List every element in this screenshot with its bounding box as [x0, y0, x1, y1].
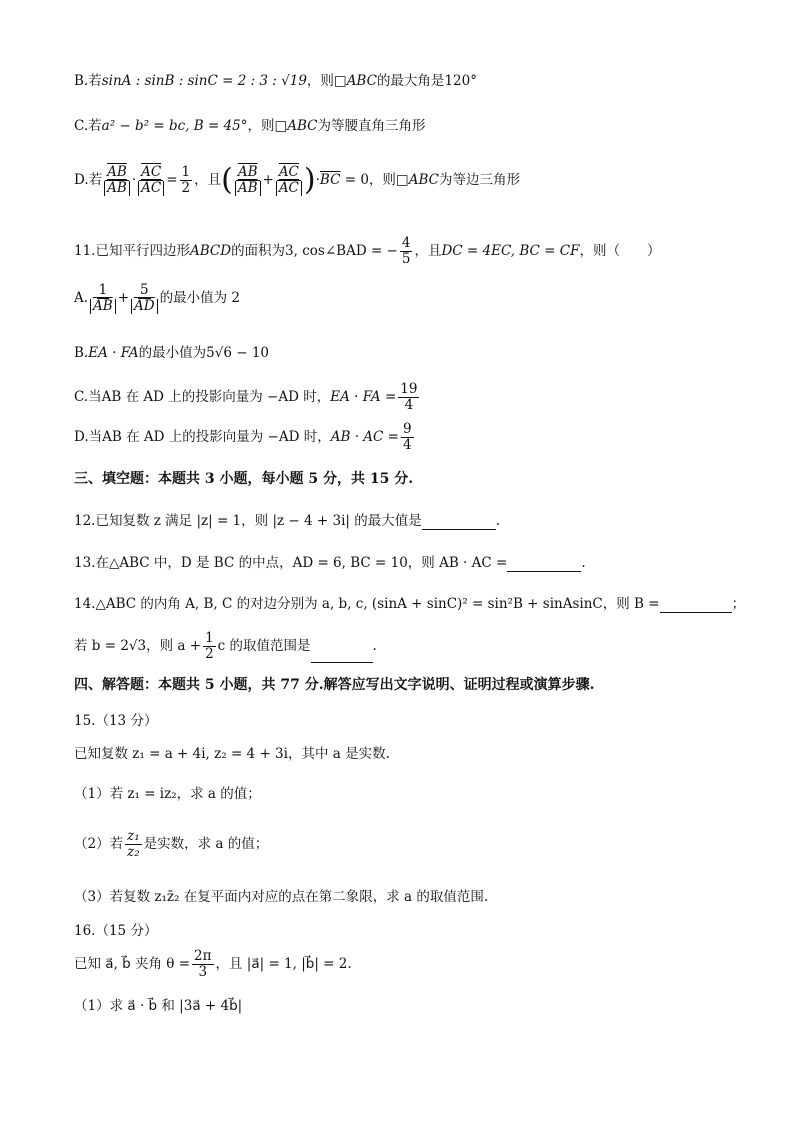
q11b-expr: EA · FA — [88, 345, 139, 361]
section-4-heading: 四、解答题：本题共 5 小题，共 77 分.解答应写出文字说明、证明过程或演算步骤. — [74, 677, 595, 693]
question-11-stem — [74, 233, 660, 269]
section-3-heading: 三、填空题：本题共 3 小题，每小题 5 分，共 15 分. — [74, 471, 414, 487]
q16-fraction: $\frac{2\pi}{3}$ — [194, 948, 212, 980]
question-15-part2: （2）若 $\frac{\text{z₁}}{\text{z₂}}$ 是实数，求 a 的值； — [74, 828, 269, 860]
question-16-stem: 已知 a⃗, b⃗ 夹角 θ = $\frac{2\pi}{3}$ ，且 |a⃗| = 1, |b⃗| = 2. — [74, 948, 352, 980]
q11d-expr: AB · AC = — [330, 429, 399, 445]
q11-fraction: $\frac{4}{5}$ — [401, 235, 411, 267]
question-16-part1: （1）求 a⃗ · b⃗ 和 |3a⃗ + 4b⃗| — [74, 998, 243, 1014]
q11-text2: 的面积为3, cos∠BAD = − — [231, 243, 398, 259]
q11-option-a: A. $\frac{1}{AB}$ + $\frac{5}{AD}$ 的最小值为 2 — [74, 282, 240, 314]
option-d-prefix: D.若 — [74, 172, 103, 188]
option-d-eq0: = 0 — [344, 172, 369, 188]
fraction-one-half: $\frac{1}{2}$ — [181, 164, 191, 196]
vector-bc: $\overline{BC}$ — [319, 172, 341, 188]
q14-fraction: $\frac{1}{2}$ — [205, 630, 214, 662]
question-12: 12.已知复数 z 满足 |z| = 1，则 |z − 4 + 3i| 的最大值是 . — [74, 513, 501, 529]
q11-text4: ，则（ ） — [579, 243, 661, 259]
option-d-triangle: ABC — [408, 172, 439, 188]
option-b-expr: sinA : sinB : sinC = 2 : 3 : √19 — [101, 73, 307, 89]
option-c-prefix: C.若 — [74, 118, 102, 134]
question-15-part1: （1）若 z₁ = iz₂，求 a 的值； — [74, 786, 261, 802]
option-c-line — [74, 117, 426, 135]
option-d-line: D.若 $\frac{\overline{AB}}{AB}$ · $\frac{\overline{AC}}{AC}$ = $\frac{1}{2}$ ，且( $\frac{\overline{AB}}{AB}$ + $\frac{\overline{AC}}{AC}$ )$\cdot\overline{BC} = 0$，则□ABC为等边三角形 — [74, 162, 520, 198]
option-d-mid: ，则□ — [368, 172, 409, 188]
q11-condition: DC = 4EC, BC = CF — [441, 243, 580, 259]
option-d-and: ，且 — [194, 172, 222, 188]
vector-ab-unit: $\frac{\overline{AB}}{AB}$ — [235, 165, 261, 196]
q11-option-c — [74, 380, 421, 414]
q15-fraction: $\frac{\text{z₁}}{\text{z₂}}$ — [127, 828, 140, 860]
q11-option-d — [74, 420, 416, 454]
option-b-triangle: ABC — [346, 73, 377, 89]
question-14-line1: 14.△ABC 的内角 A, B, C 的对边分别为 a, b, c, (sinA + sinC)² = sin²B + sinAsinC，则 B = ； — [74, 596, 746, 612]
q11d-text: AB 在 AD 上的投影向量为 −AD 时， — [102, 429, 331, 445]
q12-text: 12.已知复数 z 满足 |z| = 1，则 |z − 4 + 3i| 的最大值是 — [74, 513, 422, 529]
option-b-value: 120° — [444, 73, 477, 89]
q11a-suffix: 的最小值为 2 — [159, 290, 240, 306]
q11b-suffix: 的最小值为5√6 − 10 — [138, 345, 269, 361]
q13-answer-blank[interactable] — [507, 553, 581, 572]
q11d-prefix: D.当 — [74, 429, 103, 445]
question-13: 13.在△ABC 中，D 是 BC 的中点，AD = 6, BC = 10，则 AB · AC = . — [74, 555, 586, 571]
question-15-header: 15.（13 分） — [74, 713, 158, 729]
option-c-suffix: 为等腰直角三角形 — [317, 118, 426, 134]
q11c-prefix: C.当 — [74, 389, 102, 405]
vector-ac-unit: $\frac{\overline{AC}}{AC}$ — [276, 165, 302, 196]
q11a-frac1: $\frac{1}{AB}$ — [90, 283, 116, 314]
q13-text: 13.在△ABC 中，D 是 BC 的中点，AD = 6, BC = 10，则 AB · AC = — [74, 555, 508, 571]
q14-answer-blank-2[interactable] — [311, 628, 373, 663]
q11c-expr: EA · FA = — [330, 389, 397, 405]
q12-answer-blank[interactable] — [422, 511, 496, 530]
question-15-part3: （3）若复数 z₁z̄₂ 在复平面内对应的点在第二象限，求 a 的取值范围. — [74, 889, 489, 905]
q14-text: 14.△ABC 的内角 A, B, C 的对边分别为 a, b, c, (sinA + sinC)² = sin²B + sinAsinC，则 B = — [74, 596, 660, 612]
q11a-prefix: A. — [74, 290, 89, 306]
q11-text3: ，且 — [414, 243, 442, 259]
q14-answer-blank-1[interactable] — [660, 594, 732, 613]
q11-option-b — [74, 344, 269, 362]
vector-ab-over-abs: $\frac{\overline{AB}}{AB}$ — [104, 165, 130, 196]
q11-quad: ABCD — [189, 243, 232, 259]
option-c-triangle: ABC — [287, 118, 318, 134]
option-c-expr: a² − b² = bc, B = 45° — [101, 118, 248, 134]
option-d-suffix: 为等边三角形 — [438, 172, 520, 188]
question-14-line2: 若 b = 2√3，则 a + $\frac{1}{2}$ c 的取值范围是 . — [74, 630, 377, 662]
q11a-frac2: $\frac{5}{AD}$ — [131, 283, 158, 314]
option-b-mid: ，则□ — [306, 73, 347, 89]
q11c-text: AB 在 AD 上的投影向量为 −AD 时， — [101, 389, 331, 405]
option-c-mid: ，则□ — [247, 118, 288, 134]
question-15-stem: 已知复数 z₁ = a + 4i, z₂ = 4 + 3i，其中 a 是实数. — [74, 746, 390, 762]
q11b-prefix: B. — [74, 345, 89, 361]
q11-text1: 11.已知平行四边形 — [74, 243, 190, 259]
option-b-prefix: B.若 — [74, 73, 102, 89]
option-b-suffix: 的最大角是 — [376, 73, 445, 89]
question-16-header: 16.（15 分） — [74, 923, 158, 939]
q11d-fraction: $\frac{9}{4}$ — [402, 421, 412, 453]
q11c-fraction: $\frac{19}{4}$ — [400, 381, 418, 413]
option-b-line — [74, 72, 477, 90]
vector-ac-over-abs: $\frac{\overline{AC}}{AC}$ — [138, 165, 164, 196]
